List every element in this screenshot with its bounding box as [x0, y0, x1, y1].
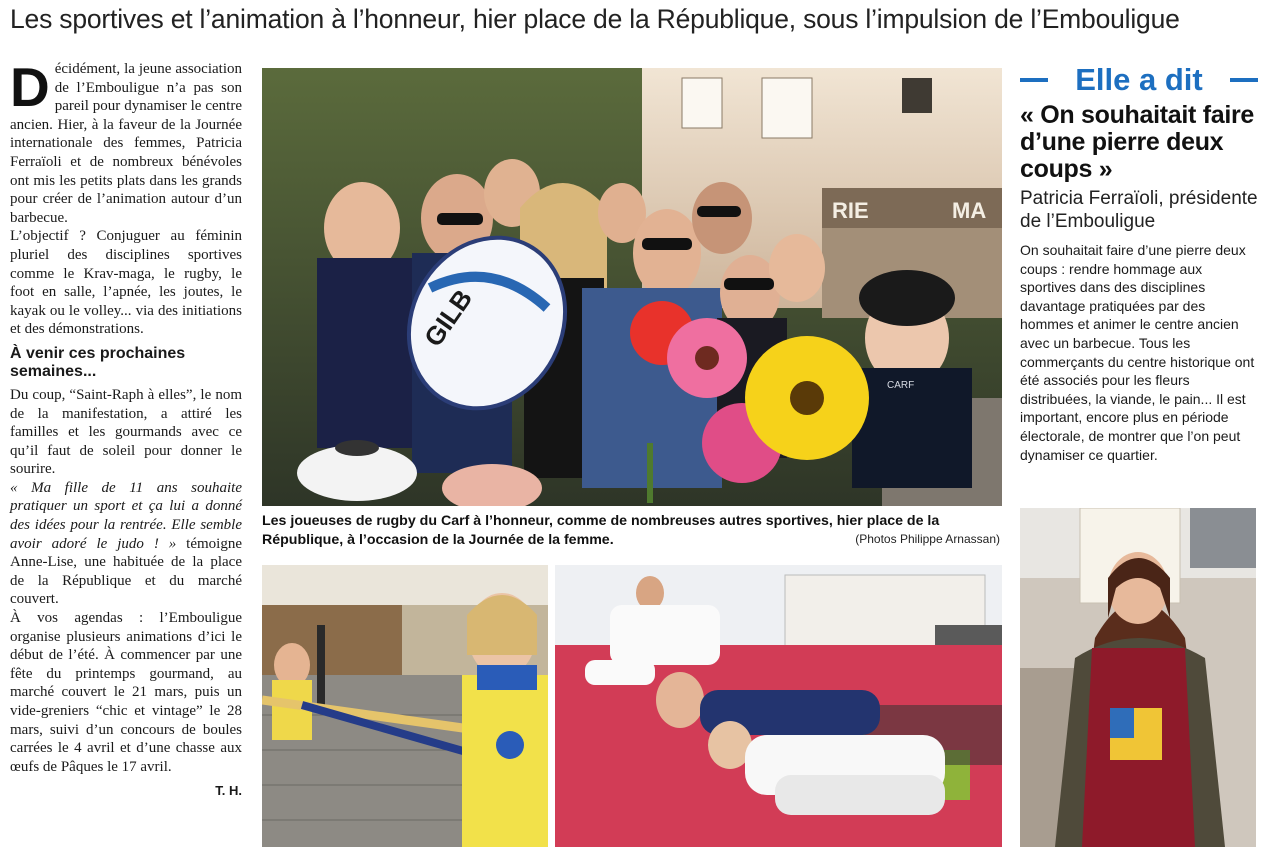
main-photo-rugby-team: [262, 68, 1002, 506]
photo-credit: (Photos Philippe Arnassan): [855, 532, 1000, 546]
intro-text: écidément, la jeune association de l’Embouligue n’a pas son pareil pour dynamiser le centre ancien. Hier, à la faveur de la Journée internationale des femmes, Patricia Ferraïoli et de nombreux bénévoles ont mis les petits plats dans les grands pour créer de l’animation autour d’un barbecue.: [10, 61, 242, 226]
shop-sign-text: RIE: [832, 198, 869, 223]
sidebar-interview: [1020, 62, 1258, 464]
rubric-dash-right: [1230, 78, 1258, 82]
shop-sign-text-right: MA: [952, 198, 987, 223]
quote-italic: « Ma fille de 11 ans souhaite pratiquer un sport et ça lui a donné des idées pour la rentrée. Elle semble avoir adoré le judo ! »: [10, 479, 242, 552]
photo-portrait-president: [1020, 508, 1256, 847]
ball-brand-text: GILB: [418, 283, 479, 352]
author-signature: T. H.: [215, 783, 242, 799]
photo-girl-jousting: [262, 565, 548, 847]
rubric-title: Elle a dit: [1075, 62, 1203, 97]
article-subhead: À venir ces prochaines semaines...: [10, 344, 186, 380]
photo-caption: Les joueuses de rugby du Carf à l’honneur, comme de nombreuses autres sportives, hier place de la République, à l’occasion de la Journée de la femme.: [262, 513, 940, 548]
headline: Les sportives et l’animation à l’honneur, hier place de la République, sous l’impulsion de l’Embouligue: [10, 4, 1180, 34]
article-intro: [10, 56, 242, 227]
photo-judo-demonstration: [555, 565, 1002, 847]
sidebar-body: On souhaitait faire d’une pierre deux coups : rendre hommage aux sportives dans des disciplines davantage pratiquées par des hommes et animer le centre ancien avec un barbecue. Tous les commerçants du centre historique ont été associés pour les fleurs distribuées, la viande, le pain... Il est important, encore plus en période électorale, de montrer que l’on peut dynamiser ce quartier.: [1020, 242, 1255, 463]
article-column: [10, 56, 242, 801]
article-paragraph: Du coup, “Saint-Raph à elles”, le nom de la manifestation, a attiré les familles et les gourmands avec ce qu’il faut de soleil pour donner le sourire.: [10, 386, 242, 478]
sidebar-quote: « On souhaitait faire d’une pierre deux coups »: [1020, 101, 1255, 183]
drop-cap: D: [10, 56, 50, 118]
sidebar-rubric: [1020, 62, 1258, 98]
sidebar-attribution: Patricia Ferraïoli, présidente de l’Embouligue: [1020, 188, 1258, 232]
article-paragraph: L’objectif ? Conjuguer au féminin pluriel des disciplines sportives comme le Krav-maga, le rugby, le foot en salle, l’apnée, les joutes, le kayak ou le volley... via des initiations et des démonstrations.: [10, 228, 242, 338]
rubric-dash-left: [1020, 78, 1048, 82]
jacket-badge-text: CARF: [887, 380, 915, 391]
article-paragraph: À vos agendas : l’Embouligue organise plusieurs animations d’ici le début de l’été. À commencer par une fête du printemps gourmand, au marché couvert le 21 mars, puis un vide-greniers “chic et vintage” le 28 mars, suivi d’un concours de boules carrées le 4 avril et d’une chasse aux œufs de Pâques le 17 avril.: [10, 610, 242, 775]
article-quote-paragraph: [10, 479, 242, 609]
quote-tail: témoigne Anne-Lise, une habituée de la place de la République et du marché couvert.: [10, 535, 242, 608]
